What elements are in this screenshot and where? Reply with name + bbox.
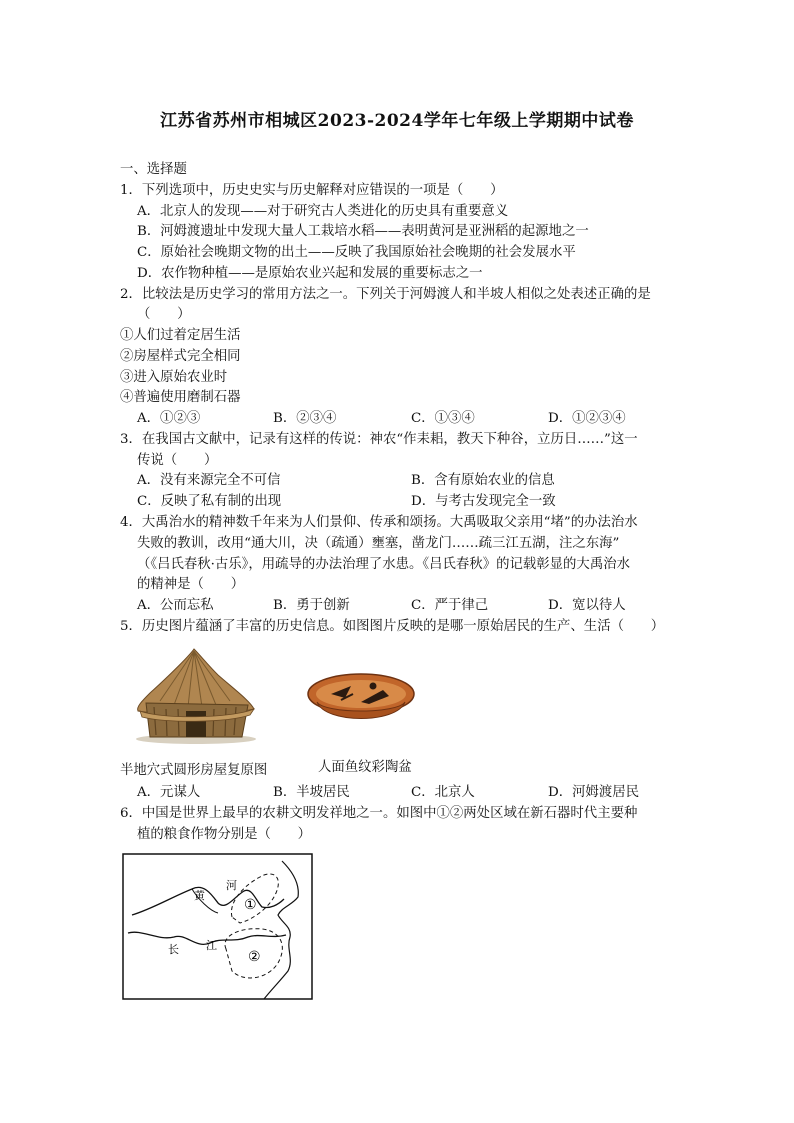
q2-statement-3: ③进入原始农业时 (120, 370, 228, 385)
section-heading: 一、选择题 (120, 162, 187, 177)
q6-stem-line2: 植的粮食作物分别是（ ） (137, 827, 312, 842)
painted-pottery-basin-image (305, 672, 417, 732)
map-label-he: 河 (226, 879, 237, 892)
q4-option-c: C．严于律己 (411, 598, 489, 613)
map-marker-2: ② (248, 949, 261, 965)
q2-statement-1: ①人们过着定居生活 (120, 328, 241, 343)
q3-option-b: B．含有原始农业的信息 (411, 473, 555, 488)
q2-option-d: D．①②③④ (548, 411, 626, 426)
q1-stem: 1．下列选项中，历史史实与历史解释对应错误的一项是（ ） (120, 183, 504, 198)
q1-option-c: C．原始社会晚期文物的出土——反映了我国原始社会晚期的社会发展水平 (137, 245, 576, 260)
q6-stem-line1: 6．中国是世界上最早的农耕文明发祥地之一。如图中①②两处区域在新石器时代主要种 (120, 806, 638, 821)
page-title: 江苏省苏州市相城区2023-2024学年七年级上学期期中试卷 (160, 111, 634, 131)
q4-option-d: D．宽以待人 (548, 598, 626, 613)
q5-option-a: A．元谋人 (137, 785, 201, 800)
thatched-hut-image (130, 645, 262, 745)
map-marker-1: ① (244, 897, 257, 913)
map-label-jiang: 江 (206, 939, 217, 952)
q4-option-b: B．勇于创新 (273, 598, 350, 613)
q2-statement-4: ④普遍使用磨制石器 (120, 390, 241, 405)
hut-caption: 半地穴式圆形房屋复原图 (120, 763, 268, 778)
q4-option-a: A．公而忘私 (137, 598, 214, 613)
q5-stem: 5．历史图片蕴涵了丰富的历史信息。如图图片反映的是哪一原始居民的生产、生活（ ） (120, 619, 665, 634)
q2-stem: 2．比较法是历史学习的常用方法之一。下列关于河姆渡人和半坡人相似之处表述正确的是 (120, 287, 651, 302)
q4-stem-line1: 4．大禹治水的精神数千年来为人们景仰、传承和颂扬。大禹吸取父亲用“堵”的办法治水 (120, 515, 638, 530)
china-river-map (122, 853, 314, 1001)
q2-option-a: A．①②③ (137, 411, 201, 426)
q4-stem-line2: 失败的教训，改用“通大川，决（疏通）壅塞，凿龙门……疏三江五湖，注之东海” (137, 536, 620, 551)
q3-option-c: C．反映了私有制的出现 (137, 494, 282, 509)
q4-stem-line4: 的精神是（ ） (137, 577, 245, 592)
q5-option-d: D．河姆渡居民 (548, 785, 640, 800)
q2-statement-2: ②房屋样式完全相同 (120, 349, 241, 364)
map-label-huang: 黄 (194, 889, 205, 902)
q1-option-a: A．北京人的发现——对于研究古人类进化的历史具有重要意义 (137, 204, 509, 219)
basin-caption: 人面鱼纹彩陶盆 (318, 760, 412, 775)
q3-option-a: A．没有来源完全不可信 (137, 473, 281, 488)
q2-stem-bracket: （ ） (137, 307, 191, 322)
q3-option-d: D．与考古发现完全一致 (411, 494, 556, 509)
q1-option-d: D．农作物种植——是原始农业兴起和发展的重要标志之一 (137, 266, 483, 281)
q5-option-b: B．半坡居民 (273, 785, 350, 800)
q5-option-c: C．北京人 (411, 785, 475, 800)
q1-option-b: B．河姆渡遗址中发现大量人工栽培水稻——表明黄河是亚洲稻的起源地之一 (137, 224, 589, 239)
q3-stem-line2: 传说（ ） (137, 453, 218, 468)
q3-stem-line1: 3．在我国古文献中，记录有这样的传说：神农“作耒耜，教天下种谷，立历日……”这一 (120, 432, 638, 447)
q2-option-b: B．②③④ (273, 411, 337, 426)
map-label-chang: 长 (168, 943, 179, 956)
q4-stem-line3: （《吕氏春秋·古乐》，用疏导的办法治理了水患。《吕氏春秋》的记载彰显的大禹治水 (137, 557, 630, 572)
q2-option-c: C．①③④ (411, 411, 475, 426)
